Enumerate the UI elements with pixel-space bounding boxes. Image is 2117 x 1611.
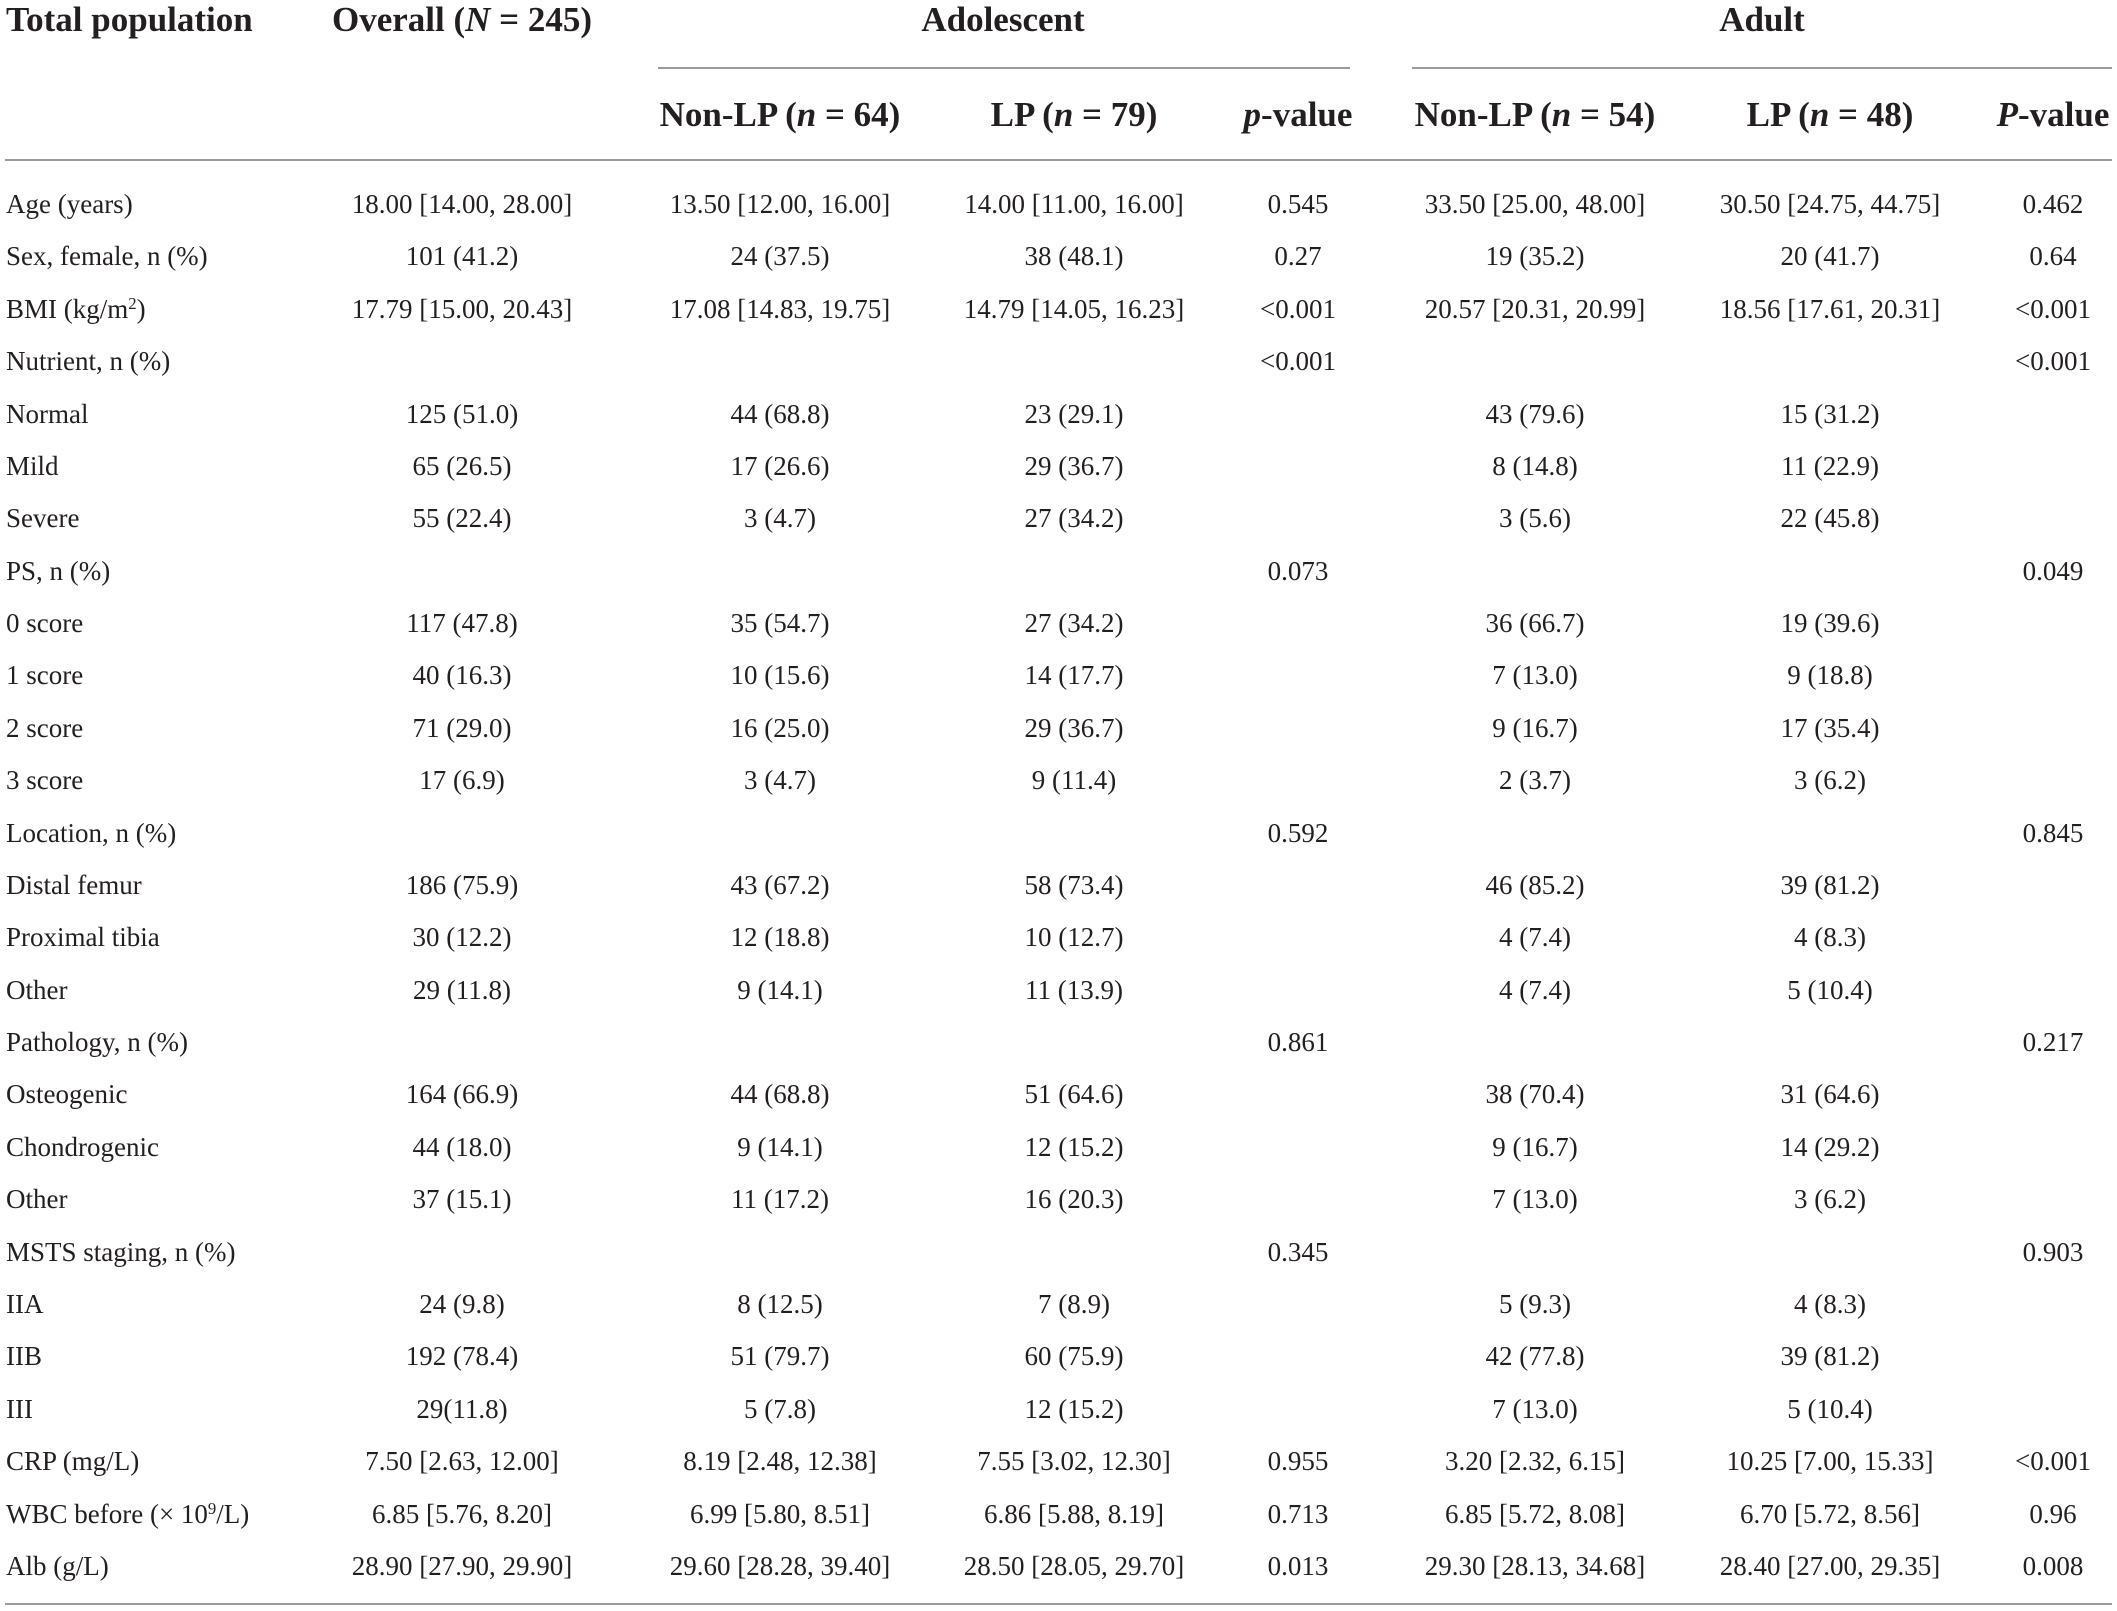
cell-ado-nonlp: 24 (37.5) bbox=[730, 241, 830, 271]
header-rule bbox=[5, 159, 2112, 161]
header-adult-lp-var: n bbox=[1809, 95, 1830, 134]
cell-ado-nonlp: 3 (4.7) bbox=[744, 503, 816, 533]
cell-ado-lp: 7.55 [3.02, 12.30] bbox=[977, 1446, 1171, 1476]
row-label: Proximal tibia bbox=[6, 922, 160, 952]
cell-overall: 117 (47.8) bbox=[406, 608, 518, 638]
cell-ado-lp: 14 (17.7) bbox=[1024, 660, 1124, 690]
cell-adu-lp: 10.25 [7.00, 15.33] bbox=[1726, 1446, 1934, 1476]
cell-overall: 37 (15.1) bbox=[412, 1184, 512, 1214]
cell-adu-nonlp: 2 (3.7) bbox=[1499, 765, 1571, 795]
cell-ado-lp: 28.50 [28.05, 29.70] bbox=[963, 1551, 1185, 1581]
cell-ado-p: 0.861 bbox=[1267, 1027, 1329, 1057]
cell-ado-lp: 9 (11.4) bbox=[1031, 765, 1117, 795]
cell-adu-nonlp: 38 (70.4) bbox=[1485, 1079, 1585, 1109]
cell-ado-nonlp: 3 (4.7) bbox=[744, 765, 816, 795]
header-adult: Adult bbox=[1719, 0, 1805, 39]
header-adolescent-nonlp-value: = 64) bbox=[816, 95, 901, 134]
header-adolescent: Adolescent bbox=[921, 0, 1085, 39]
cell-overall: 164 (66.9) bbox=[405, 1079, 519, 1109]
header-adolescent-lp bbox=[991, 95, 1158, 135]
cell-overall: 17 (6.9) bbox=[419, 765, 505, 795]
cell-ado-lp: 7 (8.9) bbox=[1038, 1289, 1110, 1319]
cell-adu-nonlp: 7 (13.0) bbox=[1492, 660, 1578, 690]
header-adolescent-p-var: p bbox=[1243, 95, 1262, 134]
cell-ado-p: 0.713 bbox=[1267, 1499, 1329, 1529]
cell-overall: 28.90 [27.90, 29.90] bbox=[351, 1551, 573, 1581]
row-label: 3 score bbox=[6, 765, 84, 795]
cell-adu-nonlp: 9 (16.7) bbox=[1492, 1132, 1578, 1162]
cell-overall: 17.79 [15.00, 20.43] bbox=[351, 294, 573, 324]
row-label: 2 score bbox=[6, 713, 84, 743]
row-label: Location, n (%) bbox=[6, 818, 177, 848]
cell-adu-lp: 4 (8.3) bbox=[1794, 1289, 1866, 1319]
cell-ado-nonlp: 44 (68.8) bbox=[730, 1079, 830, 1109]
cell-adu-lp: 15 (31.2) bbox=[1780, 399, 1880, 429]
cell-adu-p: 0.96 bbox=[2029, 1499, 2077, 1529]
cell-ado-nonlp: 13.50 [12.00, 16.00] bbox=[669, 189, 891, 219]
cell-adu-nonlp: 5 (9.3) bbox=[1499, 1289, 1571, 1319]
cell-overall: 30 (12.2) bbox=[412, 922, 512, 952]
cell-adu-lp: 5 (10.4) bbox=[1787, 1394, 1873, 1424]
cell-ado-lp: 27 (34.2) bbox=[1024, 608, 1124, 638]
row-label: Other bbox=[6, 1184, 68, 1214]
cell-ado-nonlp: 17.08 [14.83, 19.75] bbox=[669, 294, 891, 324]
cell-adu-lp: 30.50 [24.75, 44.75] bbox=[1719, 189, 1941, 219]
cell-ado-p: <0.001 bbox=[1260, 346, 1336, 376]
cell-adu-lp: 4 (8.3) bbox=[1794, 922, 1866, 952]
cell-ado-p: <0.001 bbox=[1260, 294, 1336, 324]
header-adolescent-lp-var: n bbox=[1053, 95, 1074, 134]
row-label: Sex, female, n (%) bbox=[6, 241, 208, 271]
cell-adu-lp: 20 (41.7) bbox=[1780, 241, 1880, 271]
cell-ado-nonlp: 9 (14.1) bbox=[737, 1132, 823, 1162]
header-adult-nonlp-value: = 54) bbox=[1571, 95, 1656, 134]
cell-ado-nonlp: 43 (67.2) bbox=[730, 870, 830, 900]
row-label: Severe bbox=[6, 503, 80, 533]
cell-adu-nonlp: 36 (66.7) bbox=[1485, 608, 1585, 638]
header-adolescent-lp-prefix: LP ( bbox=[990, 95, 1054, 134]
cell-ado-lp: 29 (36.7) bbox=[1024, 451, 1124, 481]
cell-adu-lp: 3 (6.2) bbox=[1794, 765, 1866, 795]
cell-ado-lp: 27 (34.2) bbox=[1024, 503, 1124, 533]
cell-ado-nonlp: 44 (68.8) bbox=[730, 399, 830, 429]
cell-adu-p: <0.001 bbox=[2015, 346, 2091, 376]
cell-ado-lp: 51 (64.6) bbox=[1024, 1079, 1124, 1109]
cell-adu-lp: 17 (35.4) bbox=[1780, 713, 1880, 743]
row-label: Nutrient, n (%) bbox=[6, 346, 171, 376]
cell-ado-p: 0.955 bbox=[1267, 1446, 1329, 1476]
row-label: Normal bbox=[6, 399, 89, 429]
cell-ado-nonlp: 9 (14.1) bbox=[737, 975, 823, 1005]
cell-adu-nonlp: 7 (13.0) bbox=[1492, 1394, 1578, 1424]
cell-adu-lp: 14 (29.2) bbox=[1780, 1132, 1880, 1162]
row-label: Age (years) bbox=[6, 189, 133, 219]
cell-ado-nonlp: 11 (17.2) bbox=[731, 1184, 829, 1214]
cell-ado-lp: 11 (13.9) bbox=[1025, 975, 1123, 1005]
cell-adu-lp: 9 (18.8) bbox=[1787, 660, 1873, 690]
row-label: Alb (g/L) bbox=[6, 1551, 109, 1581]
row-label: III bbox=[6, 1394, 33, 1424]
cell-adu-lp: 5 (10.4) bbox=[1787, 975, 1873, 1005]
cell-overall: 29 (11.8) bbox=[413, 975, 511, 1005]
cell-ado-p: 0.013 bbox=[1267, 1551, 1329, 1581]
bmi-label-suffix: ) bbox=[136, 294, 146, 324]
header-adolescent-nonlp-prefix: Non-LP ( bbox=[659, 95, 797, 134]
header-adult-p-value bbox=[1997, 95, 2110, 135]
cell-adu-nonlp: 20.57 [20.31, 20.99] bbox=[1424, 294, 1646, 324]
cell-adu-p: 0.008 bbox=[2022, 1551, 2084, 1581]
cell-ado-lp: 38 (48.1) bbox=[1024, 241, 1124, 271]
cell-ado-p: 0.345 bbox=[1267, 1237, 1329, 1267]
cell-ado-nonlp: 35 (54.7) bbox=[730, 608, 830, 638]
cell-ado-p: 0.27 bbox=[1274, 241, 1322, 271]
wbc-label-suffix: /L) bbox=[216, 1499, 250, 1529]
header-overall bbox=[332, 0, 592, 40]
header-total-population: Total population bbox=[6, 0, 253, 39]
cell-overall: 125 (51.0) bbox=[405, 399, 519, 429]
cell-ado-nonlp: 29.60 [28.28, 39.40] bbox=[669, 1551, 891, 1581]
cell-adu-nonlp: 42 (77.8) bbox=[1485, 1341, 1585, 1371]
cell-adu-nonlp: 3.20 [2.32, 6.15] bbox=[1445, 1446, 1625, 1476]
row-label: Mild bbox=[6, 451, 59, 481]
cell-ado-lp: 10 (12.7) bbox=[1024, 922, 1124, 952]
cell-adu-lp: 39 (81.2) bbox=[1780, 1341, 1880, 1371]
cell-adu-lp: 28.40 [27.00, 29.35] bbox=[1719, 1551, 1941, 1581]
cell-ado-nonlp: 17 (26.6) bbox=[730, 451, 830, 481]
cell-adu-lp: 11 (22.9) bbox=[1781, 451, 1879, 481]
header-adolescent-p-value bbox=[1244, 95, 1353, 135]
cell-adu-nonlp: 43 (79.6) bbox=[1485, 399, 1585, 429]
cell-adu-lp: 18.56 [17.61, 20.31] bbox=[1719, 294, 1941, 324]
cell-adu-nonlp: 4 (7.4) bbox=[1499, 922, 1571, 952]
cell-ado-lp: 14.00 [11.00, 16.00] bbox=[964, 189, 1184, 219]
adult-group-rule bbox=[1412, 67, 2112, 69]
cell-ado-lp: 58 (73.4) bbox=[1024, 870, 1124, 900]
cell-adu-p: 0.049 bbox=[2022, 556, 2084, 586]
cell-overall: 7.50 [2.63, 12.00] bbox=[365, 1446, 559, 1476]
cell-ado-nonlp: 16 (25.0) bbox=[730, 713, 830, 743]
cell-ado-lp: 12 (15.2) bbox=[1024, 1132, 1124, 1162]
cell-ado-nonlp: 10 (15.6) bbox=[730, 660, 830, 690]
header-adult-nonlp-prefix: Non-LP ( bbox=[1414, 95, 1552, 134]
header-overall-n-value: = 245) bbox=[490, 0, 593, 39]
cell-adu-p: 0.845 bbox=[2022, 818, 2084, 848]
cell-overall: 192 (78.4) bbox=[405, 1341, 519, 1371]
cell-adu-nonlp: 8 (14.8) bbox=[1492, 451, 1578, 481]
cell-adu-lp: 31 (64.6) bbox=[1780, 1079, 1880, 1109]
row-label: 1 score bbox=[6, 660, 84, 690]
bmi-label-prefix: BMI (kg/m bbox=[6, 294, 129, 324]
header-adult-p-suffix: -value bbox=[2018, 95, 2110, 134]
cell-adu-lp: 19 (39.6) bbox=[1780, 608, 1880, 638]
row-label: IIB bbox=[6, 1341, 42, 1371]
cell-overall: 71 (29.0) bbox=[412, 713, 512, 743]
cell-ado-lp: 12 (15.2) bbox=[1024, 1394, 1124, 1424]
header-adolescent-p-suffix: -value bbox=[1261, 95, 1353, 134]
cell-adu-nonlp: 7 (13.0) bbox=[1492, 1184, 1578, 1214]
header-adult-lp bbox=[1747, 95, 1914, 135]
bottom-rule bbox=[5, 1603, 2112, 1605]
cell-ado-lp: 6.86 [5.88, 8.19] bbox=[984, 1499, 1164, 1529]
cell-adu-nonlp: 6.85 [5.72, 8.08] bbox=[1445, 1499, 1625, 1529]
cell-ado-p: 0.592 bbox=[1267, 818, 1329, 848]
cell-overall: 186 (75.9) bbox=[405, 870, 519, 900]
cell-adu-p: <0.001 bbox=[2015, 1446, 2091, 1476]
row-label: Pathology, n (%) bbox=[6, 1027, 188, 1057]
cell-ado-lp: 60 (75.9) bbox=[1024, 1341, 1124, 1371]
cell-ado-nonlp: 8 (12.5) bbox=[737, 1289, 823, 1319]
cell-adu-lp: 22 (45.8) bbox=[1780, 503, 1880, 533]
cell-ado-nonlp: 8.19 [2.48, 12.38] bbox=[683, 1446, 877, 1476]
cell-adu-nonlp: 9 (16.7) bbox=[1492, 713, 1578, 743]
header-overall-n-var: N bbox=[465, 0, 491, 39]
row-label: 0 score bbox=[6, 608, 84, 638]
bmi-label-sup: 2 bbox=[128, 293, 137, 313]
header-adult-nonlp bbox=[1415, 95, 1656, 135]
cell-adu-p: 0.462 bbox=[2022, 189, 2084, 219]
cell-ado-nonlp: 12 (18.8) bbox=[730, 922, 830, 952]
row-label: CRP (mg/L) bbox=[6, 1446, 140, 1476]
cell-adu-nonlp: 46 (85.2) bbox=[1485, 870, 1585, 900]
cell-ado-nonlp: 51 (79.7) bbox=[730, 1341, 830, 1371]
cell-adu-nonlp: 29.30 [28.13, 34.68] bbox=[1424, 1551, 1646, 1581]
row-label: Osteogenic bbox=[6, 1079, 128, 1109]
cell-overall: 40 (16.3) bbox=[412, 660, 512, 690]
cell-adu-lp: 3 (6.2) bbox=[1794, 1184, 1866, 1214]
cell-ado-nonlp: 5 (7.8) bbox=[744, 1394, 816, 1424]
cell-ado-nonlp: 6.99 [5.80, 8.51] bbox=[690, 1499, 870, 1529]
cell-adu-p: 0.64 bbox=[2029, 241, 2077, 271]
header-adolescent-lp-value: = 79) bbox=[1073, 95, 1158, 134]
cell-adu-p: <0.001 bbox=[2015, 294, 2091, 324]
cell-adu-nonlp: 19 (35.2) bbox=[1485, 241, 1585, 271]
header-adolescent-nonlp-var: n bbox=[796, 95, 817, 134]
row-label: Distal femur bbox=[6, 870, 142, 900]
cell-overall: 6.85 [5.76, 8.20] bbox=[372, 1499, 552, 1529]
header-adult-p-var: P bbox=[1996, 95, 2018, 134]
cell-adu-lp: 6.70 [5.72, 8.56] bbox=[1740, 1499, 1920, 1529]
wbc-label-prefix: WBC before (× 10 bbox=[6, 1499, 208, 1529]
cell-overall: 65 (26.5) bbox=[412, 451, 512, 481]
header-adult-lp-prefix: LP ( bbox=[1746, 95, 1810, 134]
row-label: IIA bbox=[6, 1289, 44, 1319]
cell-overall: 44 (18.0) bbox=[412, 1132, 512, 1162]
row-label: PS, n (%) bbox=[6, 556, 111, 586]
row-label bbox=[6, 1498, 249, 1530]
cell-adu-lp: 39 (81.2) bbox=[1780, 870, 1880, 900]
cell-ado-p: 0.545 bbox=[1267, 189, 1329, 219]
cell-adu-nonlp: 33.50 [25.00, 48.00] bbox=[1424, 189, 1646, 219]
cell-adu-nonlp: 4 (7.4) bbox=[1499, 975, 1571, 1005]
cell-ado-p: 0.073 bbox=[1267, 556, 1329, 586]
cell-adu-p: 0.903 bbox=[2022, 1237, 2084, 1267]
adolescent-group-rule bbox=[658, 67, 1350, 69]
cell-ado-lp: 29 (36.7) bbox=[1024, 713, 1124, 743]
row-label: Chondrogenic bbox=[6, 1132, 159, 1162]
header-adolescent-nonlp bbox=[660, 95, 901, 135]
cell-overall: 29(11.8) bbox=[416, 1394, 508, 1424]
cell-adu-nonlp: 3 (5.6) bbox=[1499, 503, 1571, 533]
cell-adu-p: 0.217 bbox=[2022, 1027, 2084, 1057]
cell-ado-lp: 16 (20.3) bbox=[1024, 1184, 1124, 1214]
header-adult-nonlp-var: n bbox=[1551, 95, 1572, 134]
cell-overall: 101 (41.2) bbox=[405, 241, 519, 271]
cell-overall: 18.00 [14.00, 28.00] bbox=[351, 189, 573, 219]
cell-overall: 55 (22.4) bbox=[412, 503, 512, 533]
header-overall-prefix: Overall ( bbox=[331, 0, 466, 39]
wbc-label-sup: 9 bbox=[207, 1498, 217, 1518]
row-label: Other bbox=[6, 975, 68, 1005]
row-label: MSTS staging, n (%) bbox=[6, 1237, 236, 1267]
cell-ado-lp: 23 (29.1) bbox=[1024, 399, 1124, 429]
header-adult-lp-value: = 48) bbox=[1829, 95, 1914, 134]
cell-ado-lp: 14.79 [14.05, 16.23] bbox=[963, 294, 1185, 324]
cell-overall: 24 (9.8) bbox=[419, 1289, 505, 1319]
row-label bbox=[6, 293, 146, 325]
